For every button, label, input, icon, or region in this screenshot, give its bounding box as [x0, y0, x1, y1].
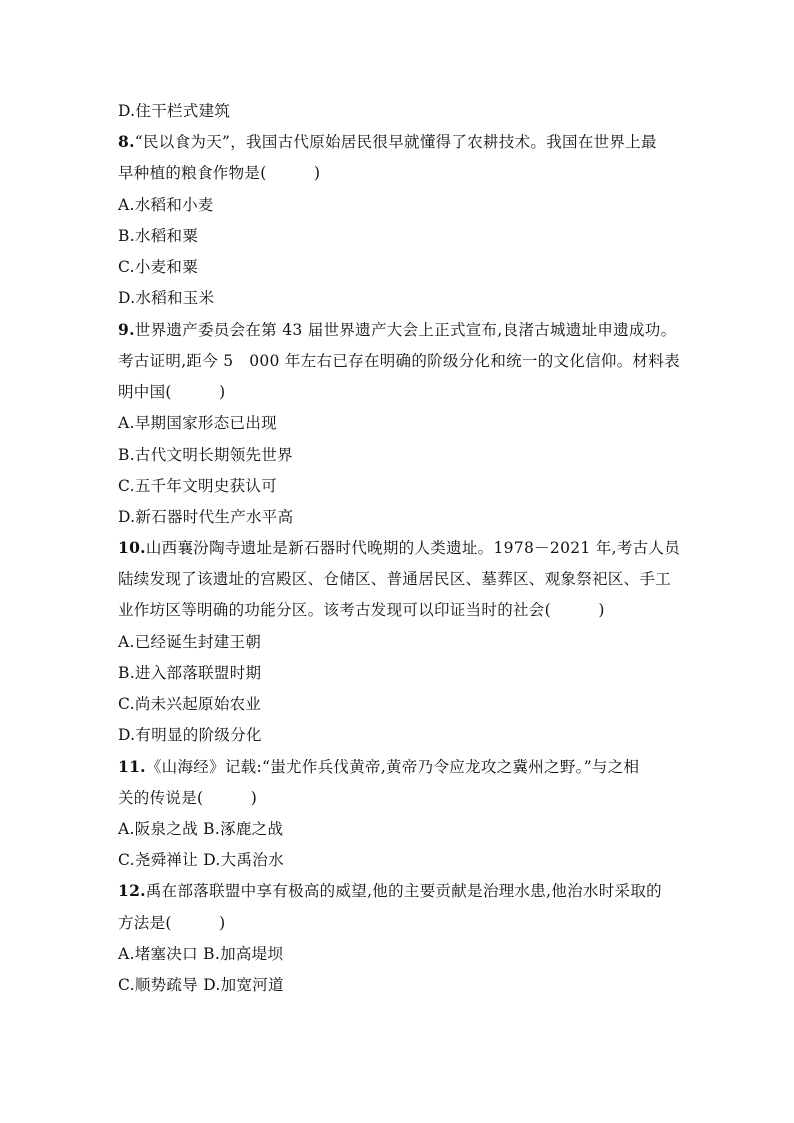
stem-line: 方法是( ) [118, 914, 226, 932]
option-d: D.水稻和玉米 [118, 289, 215, 307]
option-cd: C.顺势疏导 D.加宽河道 [118, 976, 284, 994]
question-12-stem [118, 881, 662, 901]
question-number: 12. [118, 881, 146, 900]
option-a: A.水稻和小麦 [118, 196, 214, 214]
stem-line: 陆续发现了该遗址的宫殿区、仓储区、普通居民区、墓葬区、观象祭祀区、手工 [118, 570, 672, 588]
option-b: B.进入部落联盟时期 [118, 664, 262, 682]
option-a: A.已经诞生封建王朝 [118, 633, 262, 651]
option-a: A.早期国家形态已出现 [118, 414, 277, 432]
stem-line: 早种植的粮食作物是( ) [118, 164, 321, 182]
stem-line: 考古证明,距今 5 000 年左右已存在明确的阶级分化和统一的文化信仰。材料表 [118, 352, 680, 370]
question-11-stem [118, 757, 639, 777]
stem-line: 《山海经》记载:“蚩尤作兵伐黄帝,黄帝乃令应龙攻之冀州之野。”与之相 [145, 758, 640, 776]
option-cd: C.尧舜禅让 D.大禹治水 [118, 851, 284, 869]
option-c: C.五千年文明史获认可 [118, 477, 278, 495]
stem-line: 关的传说是( ) [118, 789, 258, 807]
stem-line: 山西襄汾陶寺遗址是新石器时代晚期的人类遗址。1978－2021 年,考古人员 [145, 539, 681, 557]
stem-line: 明中国( ) [118, 383, 226, 401]
option-text: D.住干栏式建筑 [118, 102, 231, 120]
option-ab: A.堵塞决口 B.加高堤坝 [118, 945, 284, 963]
option-ab: A.阪泉之战 B.涿鹿之战 [118, 820, 284, 838]
option-d: D.新石器时代生产水平高 [118, 508, 294, 526]
question-10-stem [118, 538, 680, 558]
question-8-stem [118, 132, 657, 152]
option-b: B.古代文明长期领先世界 [118, 446, 293, 464]
question-number: 11. [118, 757, 146, 776]
question-number: 10. [118, 538, 146, 557]
stem-line: “民以食为天”，我国古代原始居民很早就懂得了农耕技术。我国在世界上最 [134, 133, 657, 151]
question-number: 8. [118, 132, 135, 151]
stem-line: 业作坊区等明确的功能分区。该考古发现可以印证当时的社会( ) [118, 601, 605, 619]
stem-line: 世界遗产委员会在第 43 届世界遗产大会上正式宣布,良渚古城遗址申遗成功。 [134, 321, 677, 339]
stem-line: 禹在部落联盟中享有极高的威望,他的主要贡献是治理水患,他治水时采取的 [145, 882, 662, 900]
question-9-stem [118, 320, 676, 340]
option-d: D.有明显的阶级分化 [118, 726, 262, 744]
option-c: C.尚未兴起原始农业 [118, 695, 262, 713]
question-number: 9. [118, 320, 135, 339]
option-b: B.水稻和粟 [118, 227, 199, 245]
option-c: C.小麦和粟 [118, 258, 199, 276]
